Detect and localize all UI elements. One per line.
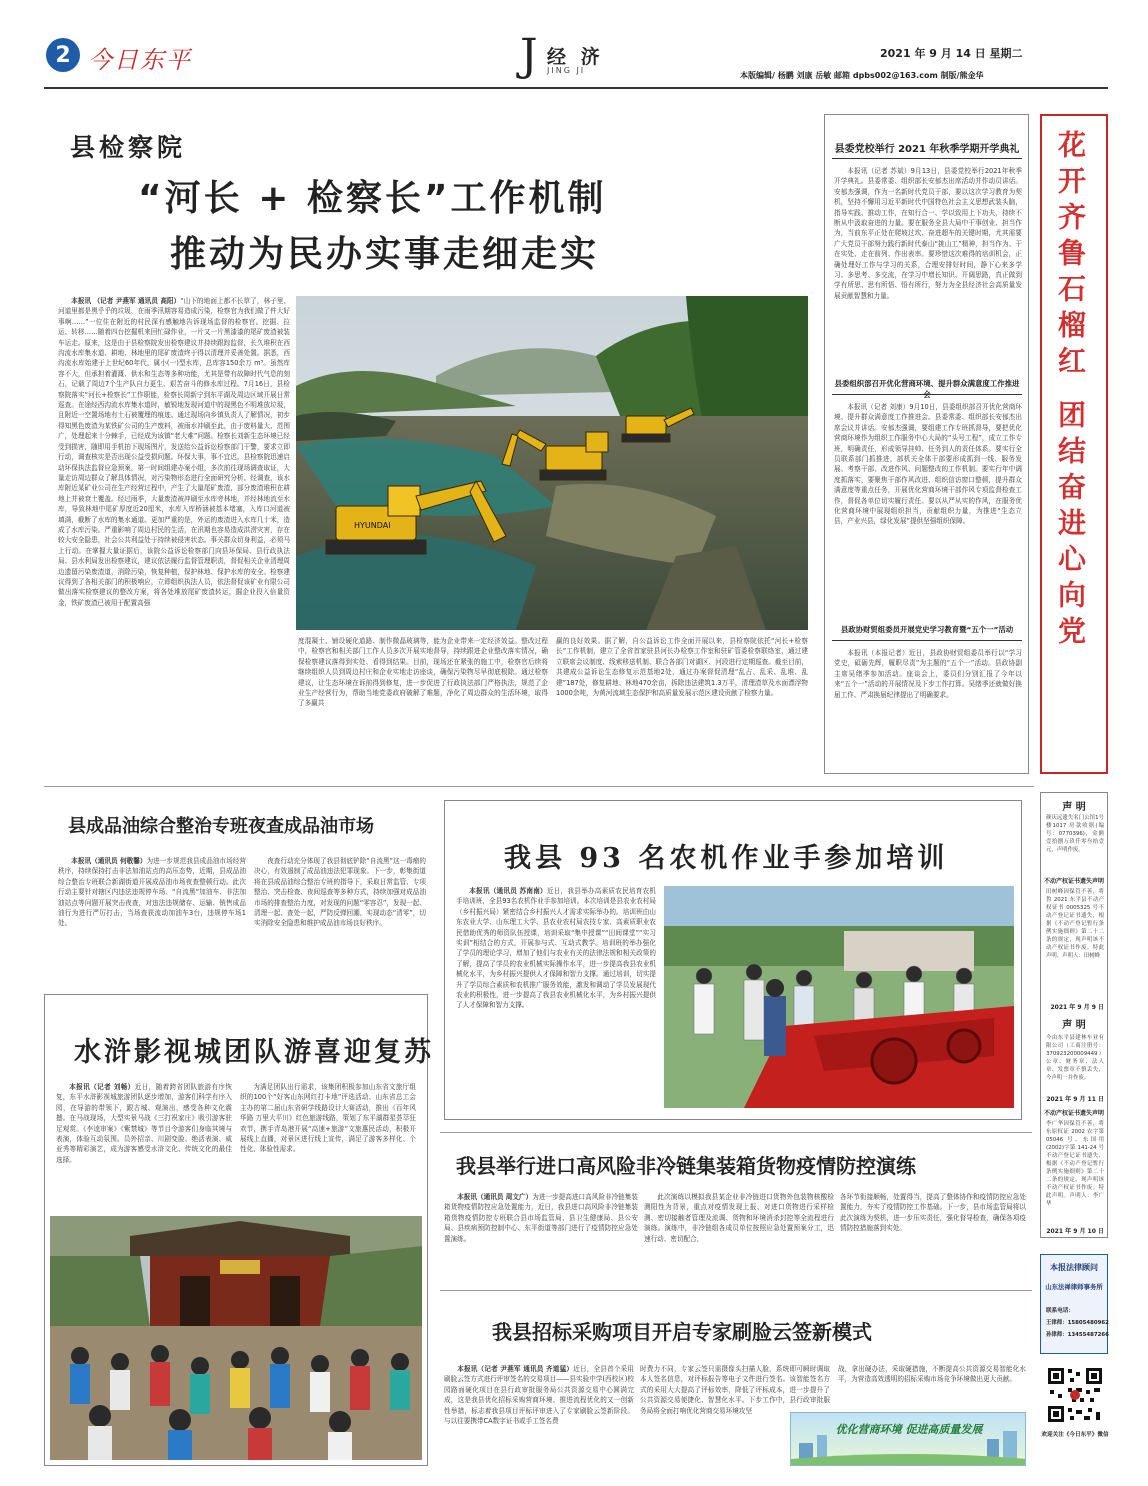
cold-byline: 本报讯（通讯员 周文广） <box>457 1193 533 1201</box>
bid-column-3 <box>838 1364 1026 1408</box>
bid-banner <box>790 1412 1026 1466</box>
bid-col3-text: 战，拿出硬办法，采取硬措施，不断提高公共资源交易智能化水平，为营造高效透明的招标采购市场竞争环境做出更大贡献。 <box>838 1365 1026 1384</box>
issue-date: 2021 年 9 月 14 日 星期二 <box>880 47 1023 60</box>
bid-title: 我县招标采购项目开启专家刷脸云签新模式 <box>492 1320 872 1344</box>
notice-4-title: 不动产权证书遗失声明 <box>1044 1110 1105 1117</box>
section-pinyin: JING JI <box>547 66 586 75</box>
lead-column-3 <box>556 636 808 776</box>
excavator-illustration <box>296 296 808 630</box>
law-contact-1: 王律师：15805480962 <box>1046 1320 1109 1326</box>
lead-headline-2: 推动为民办实事走细走实 <box>170 234 600 275</box>
cold-column-1 <box>444 1192 638 1276</box>
notice-2-title: 不动产权证书遗失声明 <box>1044 878 1105 885</box>
oil-column-2 <box>254 856 426 974</box>
right-rule-3 <box>832 640 1022 641</box>
lead-byline: 本报讯 （记者 尹燕军 通讯员 高阳） <box>71 297 181 305</box>
notice-3-date: 2021 年 9 月 11 日 <box>1046 1096 1104 1103</box>
svg-text:HYUNDAI: HYUNDAI <box>354 521 391 530</box>
right-article-2-body: 本报讯（记者 刘康）9月10日，县委组织部召开优化营商环境、提升群众满意度工作推进会。县委常委、组织部长安郁杰出席会议并讲话。安郁杰强调，要组建工作专班抓督导，要把优化营商环境作为组织工作服务中心大局的“头号工程”，成立工作专班，明确责任，形成领导挂帅、任务到人的责任体系。要实行全员联系部门抓推进，部机关全体干部要形成抓到一线、服务发展、考察干部、改进作风、问题整改的工作机制。要实行年中调度抓落实，要聚焦干部作风改进、组织信访窗口整顿，提升群众满意度等重点任务，开展优化营商环境干部作风专项监督检查工作，督促各单位切实履行责任。要以从严从实的作风，在服务优化营商环境中展现组织担当，贡献组织力量，为推进“生态立县，产业兴县，绿化发展”提供坚强组织保障。 <box>834 403 1022 526</box>
lead-col3-text: 赢的良好效果。据了解，自公益诉讼工作全面开展以来，县检察院依托“河长+检察长”工作机制，建立了全省首家驻县河长办检察工作室和驻矿管委检察联络室，通过建立联席会议制度、线索移送机制、联合各部门对湖区、河段进行定期巡查。截至目前，共建成公益诉讼生态修复示范基地2处，通过办案督促清理“乱占、乱采、乱堆、乱建”187处，修复耕地、林地470余亩，拆除违法建筑1.3万平，清理渣草及水面漂浮物1000余吨，为黄河流域生态保护和高质量发展示范区建设贡献了检察力量。 <box>556 637 808 698</box>
law-contact-2: 孙律师：13455487266 <box>1046 1332 1109 1338</box>
cold-col3-text: 各环节衔接顺畅，处置得当，提高了整体协作和疫情防控应急处置能力，夯实了疫情防控工作基础。下一步，县市场监管局将以此次演练为契机，进一步压实责任，强化督导检查，确保各项疫情防控措施落到实处。 <box>840 1193 1026 1233</box>
bid-col2-text: 时费力不同，专家云签只需摄像头扫描人脸，系统即可瞬时调取本人签名信息，对评标报告等电子文件进行签名。该智能签名方式的采用大大提高了评标效率，降低了评标成本，进一步提升了公共资源交易便捷化、智慧化水平。下步工作中，县行政审批服务局将全面打响优化营商交易环境攻坚 <box>640 1365 830 1415</box>
tour-photo <box>50 1216 422 1460</box>
tour-illustration <box>50 1216 422 1460</box>
section-title: 经 济 <box>547 46 604 68</box>
cold-col2-text: 此次演练以模拟我县某企业非冷链进口货物外包装物核酸检测阳性为背景，重点对疫情发现上报、对进口货物进行采样检测、密切接触者管理及流调、货物和环境消杀封控等全流程进行演练。演练中，非冷链组各成员单位按照应急处置预案分工，迅速行动、密切配合， <box>644 1193 834 1243</box>
right-article-1-body: 本报讯（记者 苏斌）9月13日，县委党校举行2021年秋季开学典礼。县委常委、组织部长安郁杰出席活动并作动员讲话。安郁杰强调，作为一名新时代党员干部，要以这次学习教育为契机，坚持不懈用习近平新时代中国特色社会主义思想武装头脑，指导实践、推动工作，在知行合一、学以致用上下功夫，持续不断从中汲取奋进的力量。要在服务全县大局中干事创业、担当作为，当前东平正处在爬坡过坎、奋进超车的关键时期，尤其需要广大党员干部努力践行新时代泰山“挑山工”精神，担当作为、干在实处、走在前列、作出表率。要珍惜这次难得的培训机会，正确处理好工作与学习的关系，合理安排好时间，静下心来多学习、多思考、多交流，在学习中增长知识、开阔思路，真正做到学有所思、思有所悟、悟有所行，努力为全县经济社会高质量发展贡献智慧和力量。 <box>834 167 1022 300</box>
tour-column-1 <box>56 1082 232 1206</box>
training-illustration <box>664 886 1014 1108</box>
lead-headline-1: “河长 + 检察长”工作机制 <box>138 178 607 219</box>
oil-col2-text: 夜查行动充分体现了我县彻底铲除“自流黑”这一毒瘤的决心，有效遏制了成品油违法犯罪现象。下一步，彰集街道将在县成品油综合整治专班的指导下，采取日常监管、专项整治、突击检查、夜间巡查等多种方式，持续加强对成品油市场的排查整治力度，对发现的问题“零容忍”，发现一起、清理一起、查处一起，严防反弹回潮，实现动态“清零”，切实消除安全隐患和维护成品油市场良好秩序。 <box>254 857 426 928</box>
section-j-mark: J <box>520 30 538 81</box>
law-contact-label: 联系电话： <box>1046 1308 1074 1314</box>
law-title: 本报法律顾问 <box>1050 1263 1098 1272</box>
right-rule-2 <box>832 394 1022 395</box>
lead-column-1 <box>58 296 290 776</box>
wechat-qr-code[interactable] <box>1046 1366 1104 1424</box>
tour-col1-text: 近日，随着跨省团队旅游有序恢复，东平水浒影视城旅游团队逐步增加，游客们科学有序入园，在导游的带领下，跟古城、观演出，感受各种文化震撼。在马战现场，大型实景马战《三打祝家庄》吸引游客驻足观赏。《李逵审案》《紫禁城》等节目令游客们身临其境与表演，体验互动氛围。员外招亲、川剧变脸、绝活表演、威亚秀等精彩演艺，成为游客感受水浒文化、传统文化的最佳选择。 <box>56 1083 232 1164</box>
notice-4-date: 2021 年 9 月 10 日 <box>1046 1228 1104 1235</box>
farm-column <box>456 886 656 1112</box>
cold-column-3 <box>840 1192 1026 1276</box>
oil-title: 县成品油综合整治专班夜查成品油市场 <box>68 816 374 837</box>
page-number-badge <box>46 38 80 72</box>
tour-byline: 本报讯（记者 刘畅） <box>69 1083 135 1091</box>
paper-logo: 今日东平 <box>88 46 192 74</box>
oil-column-1 <box>58 856 246 974</box>
notice-1-body: 颜庆远遗失名门公馆1号楼1017 房款收据(编号：0770396)，金额壹拾捌万玖仟零叁拾壹元，声明作废。 <box>1046 815 1104 853</box>
cold-col1-text: 为进一步提高进口高风险非冷链集装箱货物疫情防控应急处置能力，近日，我县进口高风险非冷链集装箱货物疫情防控专班联合县市场监管局、县卫生健康局、县公安局、县疾病预防控制中心、东平街道等部门进行了疫情防控应急处置演练。 <box>444 1193 638 1243</box>
editors-line: 本版编辑/ 杨鹏 刘康 岳敏 邮箱 dpbs002@163.com 制版/熊金华 <box>740 71 984 80</box>
slogan-text: 花开齐鲁石榴红 团结奋进心向党 <box>1054 130 1087 652</box>
lead-column-2 <box>298 636 548 776</box>
farm-text: 近日，我县举办高素质农民培育农机手培训班，全县93名农机作业手参加培训。本次培训是县农业农村局（乡村振兴局）紧密结合乡村振兴人才需求实际举办的。培训班由山东农业大学、山东理工大学、县农业农村局农技专家、高素质职业农民借助优秀的师资队伍授课，培训采取“集中授课”“田间课堂”“实习实训”相结合的方式，开展参与式、互动式教学。培训班的举办强化了学员的理论学习，增加了他们与农业有关的法律法规和相关政策的了解，提高了学员的农业机械实际操作水平，进一步提高我县农业机械化水平，为乡村振兴提供人才保障和智力支撑。通过培训，切实提升了学员综合素质和农机推广服务效能，激发和调动了学员发展现代农业的积极性，进一步提高了我县农业机械化水平，为乡村振兴提供了人才保障和智力支撑。 <box>456 887 656 1010</box>
excavator-photo <box>296 296 808 630</box>
section-rule-mid <box>44 786 1034 787</box>
cold-title: 我县举行进口高风险非冷链集装箱货物疫情防控演练 <box>456 1154 916 1178</box>
notice-3-body: 今由东平县建林车业有限公司（工商注册号：370923200009449）公章、财务章、法人章、发票章不慎丢失，今声明一并作废。 <box>1046 1035 1104 1081</box>
right-article-3-body: 本报讯（本报记者）近日，县政协财贸组委员举行以“学习党史，砥砺先辉，履职尽责”为主题的“五个一”活动。县政协副主席吴绪季参加活动。座谈会上，委员们分别汇报了今年以来“五个一”活动的开展情况及下步工作打算。吴绪季还就做好换届工作、严肃换届纪律提出了明确要求。 <box>834 649 1022 699</box>
cold-rule-top <box>440 1132 1032 1133</box>
page-number: 2 <box>55 42 71 68</box>
oil-col1-text: 为进一步规范我县成品油市场经营秩序，持续保持打击非法加油站点的高压态势，近期，县成品油综合整治专班联合新湖街道开展成品油市场夜查整顿行动。此次行动主要针对辖区内违法违规停车场、“自流黑”加油车、非法加油站点等问题开展突击夜查，对违法违规储存、运输、销售成品油行为进行严厉打击，当场查获流动加油车3台，违规停车场1处。 <box>58 857 246 928</box>
banner-slogan: 优化营商环境 促进高质量发展 <box>835 1423 983 1436</box>
tour-col2-text: 为满足团队出行需求，该集团积极参加山东省文旅厅组织的100个“好客山东网红打卡地”评选活动、山东省总工会主办的第二届山东省研学线路设计大赛活动，推出《百年风华路 万里大平川》红色旅游线路，策划了东平湖群星荟萃狂欢节，携手青岛港开展“高速+旅游”文旅惠民活动，积极开展线上直播，对景区进行线上宣传，满足了游客多样化、个性化、体验性需求。 <box>240 1083 416 1154</box>
farm-title: 我县 93 名农机作业手参加培训 <box>504 843 949 874</box>
training-photo <box>664 886 1014 1108</box>
qr-code-icon <box>1046 1366 1104 1424</box>
qr-caption: 欢迎关注《今日东平》微信 <box>1041 1432 1109 1438</box>
right-rule-1 <box>832 158 1022 159</box>
lead-col2-text: 度混凝土、铺设硬化道路、制作微晶玻璃等，能为企业带来一定经济效益。整改过程中，检察官和相关部门工作人员多次开展实地督导，持续跟进企业整改落实情况，确保检察建议落得到实处、看得到结果。目前，现场还在紧张的施工中，检察官后续将继续组织人员到周边村庄和企业实地走访座谈，确保污染物尽早彻底根除。通过检察建议，让生态环境在诉前得到修复，进一步促进了行政执法部门严格执法，规范了企业生产经营行为，帮助当地党委政府破解了难题，净化了周边群众的生活环境，取得了多赢共 <box>298 637 548 708</box>
right-article-3-title: 县政协财贸组委员开展党史学习教育暨“五个一”活动 <box>840 625 1014 634</box>
farm-byline: 本报讯（通讯员 苏南南） <box>469 887 547 895</box>
right-article-1-title: 县委党校举行 2021 年秋季学期开学典礼 <box>834 144 1020 155</box>
bid-byline: 本报讯（记者 尹燕军 通讯员 齐道猛） <box>457 1365 574 1373</box>
notice-2-date: 2021 年 9 月 9 日 <box>1050 1004 1104 1011</box>
law-firm: 山东法禅律师事务所 <box>1045 1283 1103 1291</box>
masthead-rule <box>44 87 1108 89</box>
oil-byline: 本报讯（通讯员 何敬馨） <box>71 857 147 865</box>
bid-rule-top <box>440 1290 1032 1291</box>
notice-4-body: 李广华因保管不善，将东原权证 2002 农字第 05046 号、东国用(2002)字第 141-24 号不动产登记证书遗失，根据《不动产登记暂行条例实施细则》第二十二条的规定，现声明该不动产权证书作废。特此声明。声明人：李广华 <box>1046 1121 1104 1207</box>
cold-column-2 <box>644 1192 834 1276</box>
bid-col1-text: 近日，全县首个采用刷脸云签方式进行评审签名的交易项目——县实验中学(西校区)校园路面硬化项目在县行政审批服务局公共资源交易中心圆满完成，这是我县优化招标采购营商环境、推进流程优化的又一创新性举措，标志着我县项目评标评审进入了专家刷脸云签新阶段。与以往要携带CA数字证书或手工签名费 <box>444 1365 634 1426</box>
tour-title: 水浒影视城团队游喜迎复苏 <box>74 1037 434 1068</box>
lead-col1-text: “山下的地面上都不长草了，林子里、河道里都是黑乎乎的垃圾，在雨季汛期容易造成污染，检察官为我们做了件大好事啊……”一位住在附近的村民深有感触地告诉现场监督的检察官。挖掘、拉运、转移……随着四台挖掘机来回忙碌作业，一片又一片黑漆漆的尾矿废渣被装车运走。原来，这是由于县检察院发出检察建议并持续跟踪监督，长久堆积在西沟流水库集水道、耕地、林地里的尾矿废渣终于得以清理并妥善处置。据悉，西沟流水库始建于上世纪60年代，属小(一)型水库，总库容150余万 m³。虽然库容不大，但承担着灌溉、供水和生态等多种功能，尤其是带有故障时代气息的刻石，记载了周边7个生产队自力更生、艰苦奋斗的修水库过程。7月16日，县检察院落实“河长+检察长”工作职能，检察长周新宁到东平湖及周边区域开展日常巡查。在途经西沟流水库集水道时，敏锐地发现河道中的现黑色不明堆放垃圾，且附近一空置场地有土石被覆埋的痕迹。通过现场向乡镇负责人了解情况，初步得知黑色废渣为某铁矿公司的生产废料，被雨水冲刷至此，由于废料量大、范围广，处理起来十分棘手，已经成为该镇“老大难”问题。检察长刘新生态环境已经受到损害，随即用手机拍下现场图片，发送给公益诉讼检察部门干警，要求立即行动，调查核实是否出现公益受损问题。环保大事，事不宜迟。县检察院迅速启动环保执法监督应急预案，第一时间组建办案小组，多次前往现场调查取证，大量走访周边群众了解具体情况，对污染物形态进行全面研究分析。经调查，该水库附近某矿业公司在生产经营过程中，产生了大量尾矿废渣，部分废渣堆积在耕地上并被衰土覆盖。经过雨季，大量废渣被冲刷至水库旁林地，并经林地流至水库，导致林地中尾矿厚度近20厘米，水库入库桥涵被基本堵塞，入库口河道被填满，截断了水库的集水通道。更加严重的是，外运的废渣进入水库几十米，造成了水库污染。严重影响了周边村民的生活，在汛期也容易造成洪涝灾害，存在较大安全隐患，社会公共利益处于持续被侵害状态。事关群众切身利益，必须马上行动。在掌握大量证据后，该院公益诉讼检察部门向县环保局、县行政执法局、县水利局发出检察建议，建议依法履行监督管理职责，督促相关企业清理周边遗留污染废渣道，消除污染，恢复种植，保护林地、保护水库的安全。检察建议得到了各相关部门的积极响应，立即组织执法人员，依法督促该矿业有限公司做出落实检察建议的整改方案，将各处堆放尾矿废渣转运，掘企业投入倍量资金，铁矿废渣已被用于配置高强 <box>58 297 290 607</box>
bid-column-1 <box>444 1364 634 1468</box>
right-article-2-title: 县委组织部召开优化营商环境、提升群众满意度工作推进 <box>834 379 1020 388</box>
notice-2-body: 田树峰因保管不善，将鲁 2021 东平县不动产权证书 0005325 号不动产登记证书遗失，根据《不动产登记暂行条例实施细则》第二十二条的规定，现声明该不动产权证书作废。特此声明。声明人：田树峰 <box>1046 889 1104 959</box>
lead-kicker: 县检察院 <box>70 133 187 162</box>
notice-3-title: 声 明 <box>1062 1020 1086 1031</box>
tour-column-2 <box>240 1082 416 1206</box>
notice-1-title: 声 明 <box>1062 802 1086 813</box>
